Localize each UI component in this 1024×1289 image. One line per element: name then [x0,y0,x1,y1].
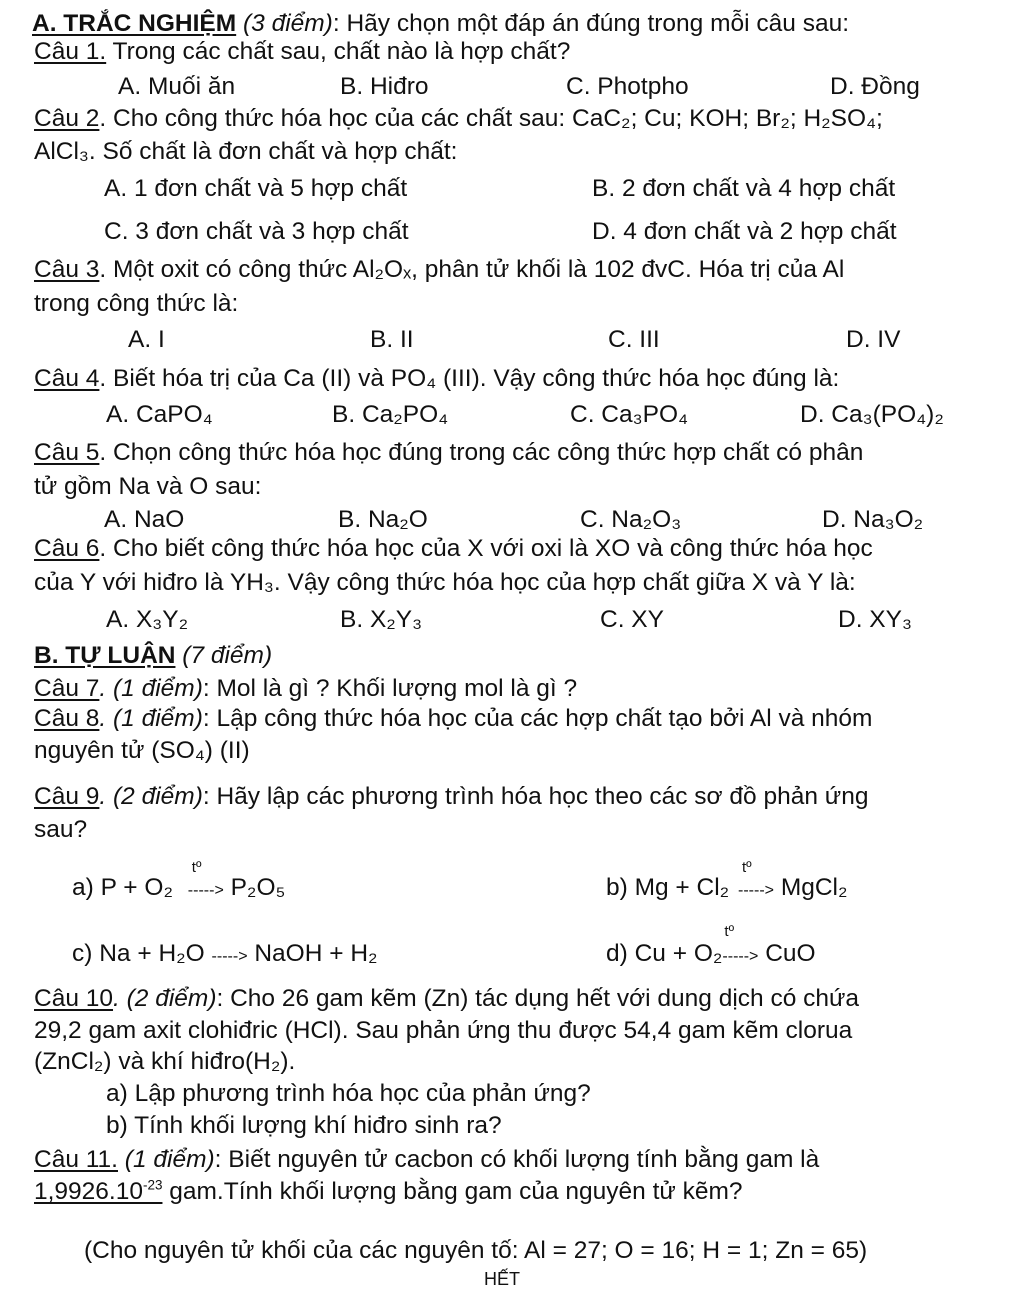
question-11-label: Câu 11. [34,1146,118,1173]
carbon-mass-exponent: -23 [143,1177,163,1193]
q3-option-d: D. IV [846,326,901,353]
question-8-text: : Lập công thức hóa học của các hợp chất tạo bởi Al và nhóm [202,705,873,732]
q3-option-a: A. I [128,326,165,353]
question-3-label: Câu 3 [34,256,100,283]
carbon-mass [34,1178,162,1205]
q4-option-c: C. Ca₃PO₄ [570,401,689,428]
q4-option-d: D. Ca₃(PO₄)₂ [800,401,944,428]
q6-option-c: C. XY [600,606,664,633]
q3-option-c: C. III [608,326,660,353]
atomic-mass-note: (Cho nguyên tử khối của các nguyên tố: Al = 27; O = 16; H = 1; Zn = 65) [84,1237,868,1264]
question-2 [34,107,883,132]
question-8 [34,707,872,732]
section-b-points: (7 điểm) [175,642,273,669]
question-2-line2: AlCl₃. Số chất là đơn chất và hợp chất: [34,138,458,165]
question-6 [34,537,873,562]
q1-option-a: A. Muối ăn [118,73,236,100]
reaction-c [72,942,378,967]
reaction-a-reactants: P + O₂ [100,874,173,901]
reaction-b-reactants: Mg + Cl₂ [634,874,730,901]
heat-label: tº [724,923,735,940]
q6-option-d: D. XY₃ [838,606,912,633]
question-8-label: Câu 8 [34,705,100,732]
end-marker: HẾT [484,1269,520,1289]
question-2-formulas: CaC₂; Cu; KOH; Br₂; H₂SO₄; [572,105,883,132]
question-5-label: Câu 5 [34,439,100,466]
q2-option-d: D. 4 đơn chất và 2 hợp chất [592,218,897,245]
section-a-points: (3 điểm) [242,10,333,37]
question-1-text: Trong các chất sau, chất nào là hợp chất? [106,38,571,65]
question-10-line3: (ZnCl₂) và khí hiđro(H₂). [34,1048,296,1075]
question-3-text: . Một oxit có công thức Al₂Oₓ, phân tử khối là 102 đvC. Hóa trị của Al [99,256,845,283]
section-b-heading [34,644,272,669]
question-10-part-a: a) Lập phương trình hóa học của phản ứng? [106,1080,591,1107]
q2-option-b: B. 2 đơn chất và 4 hợp chất [592,175,896,202]
question-3-line2: trong công thức là: [34,290,239,317]
heat-label: tº [191,859,202,876]
question-11-line2 [34,1177,743,1205]
q2-option-a: A. 1 đơn chất và 5 hợp chất [104,175,408,202]
q4-option-a: A. CaPO₄ [106,401,213,428]
reaction-b [606,859,848,901]
section-b-title: B. TỰ LUẬN [34,642,176,669]
reaction-a-products: P₂O₅ [230,874,286,901]
reaction-c-reactants: Na + H₂O [99,940,205,967]
q5-option-a: A. NaO [104,506,185,533]
q5-option-b: B. Na₂O [338,506,428,533]
arrow-glyph: -----> [738,882,774,899]
question-9-label: Câu 9 [34,783,100,810]
question-11-text-2: gam.Tính khối lượng bằng gam của nguyên tử kẽm? [162,1178,743,1205]
reaction-c-prefix: c) [72,940,100,967]
question-10-label: Câu 10 [34,985,114,1012]
q1-option-b: B. Hiđro [340,73,429,100]
reaction-a-prefix: a) [72,874,101,901]
question-11-text: : Biết nguyên tử cacbon có khối lượng tính bằng gam là [214,1146,820,1173]
question-9-text: : Hãy lập các phương trình hóa học theo các sơ đồ phản ứng [202,783,869,810]
question-2-label: Câu 2 [34,105,100,132]
q1-option-c: C. Photpho [566,73,689,100]
q5-option-c: C. Na₂O₃ [580,506,682,533]
section-a-instruction: : Hãy chọn một đáp án đúng trong mỗi câu sau: [332,10,850,37]
question-4-text: . Biết hóa trị của Ca (II) và PO₄ (III). Vậy công thức hóa học đúng là: [99,365,840,392]
arrow-glyph: -----> [211,948,248,965]
question-7-text: : Mol là gì ? Khối lượng mol là gì ? [202,675,578,702]
q6-option-b: B. X₂Y₃ [340,606,423,633]
question-8-line2: nguyên tử (SO₄) (II) [34,737,250,764]
question-10-points: . (2 điểm) [113,985,217,1012]
reaction-b-prefix: b) [606,874,635,901]
question-3 [34,258,844,283]
question-7-label: Câu 7 [34,675,100,702]
question-6-text: . Cho biết công thức hóa học của X với oxi là XO và công thức hóa học [99,535,873,562]
question-8-points: . (1 điểm) [99,705,203,732]
arrow-glyph: -----> [722,948,759,965]
q4-option-b: B. Ca₂PO₄ [332,401,449,428]
question-9-points: . (2 điểm) [99,783,203,810]
heat-label: tº [742,859,752,876]
q6-option-a: A. X₃Y₂ [106,606,189,633]
reaction-d [606,923,816,967]
reaction-c-products: NaOH + H₂ [254,940,378,967]
heat-arrow-icon [738,859,774,901]
question-7-points: . (1 điểm) [99,675,203,702]
question-10-text: : Cho 26 gam kẽm (Zn) tác dụng hết với dung dịch có chứa [216,985,860,1012]
q1-option-d: D. Đồng [830,73,920,100]
question-4-label: Câu 4 [34,365,100,392]
reaction-d-prefix: d) [606,940,635,967]
reaction-b-products: MgCl₂ [780,874,848,901]
question-11-points: (1 điểm) [118,1146,215,1173]
question-6-label: Câu 6 [34,535,100,562]
q5-option-d: D. Na₃O₂ [822,506,924,533]
heat-arrow-icon [722,923,759,967]
question-5-line2: tử gồm Na và O sau: [34,473,262,500]
question-5-text: . Chọn công thức hóa học đúng trong các công thức hợp chất có phân [99,439,864,466]
question-9 [34,785,868,810]
question-1-label: Câu 1. [34,38,107,65]
arrow-glyph: -----> [187,882,224,899]
heat-arrow-icon [187,859,224,901]
question-1 [34,40,570,65]
question-7 [34,677,577,702]
question-5 [34,441,863,466]
reaction-a [72,859,286,901]
question-6-line2: của Y với hiđro là YH₃. Vậy công thức hóa học của hợp chất giữa X và Y là: [34,569,856,596]
reaction-d-reactants: Cu + O₂ [634,940,723,967]
question-10-line2: 29,2 gam axit clohiđric (HCl). Sau phản ứng thu được 54,4 gam kẽm clorua [34,1017,853,1044]
question-4 [34,367,839,392]
q3-option-b: B. II [370,326,414,353]
reaction-d-products: CuO [765,940,816,967]
question-10-part-b: b) Tính khối lượng khí hiđro sinh ra? [106,1112,502,1139]
question-10 [34,987,859,1012]
carbon-mass-value: 1,9926.10 [34,1178,143,1205]
section-a-title: A. TRẮC NGHIỆM [32,10,237,37]
section-a-heading [32,12,849,37]
q2-option-c: C. 3 đơn chất và 3 hợp chất [104,218,409,245]
question-2-text: . Cho công thức hóa học của các chất sau: [99,105,573,132]
question-11 [34,1148,819,1173]
question-9-line2: sau? [34,816,88,843]
